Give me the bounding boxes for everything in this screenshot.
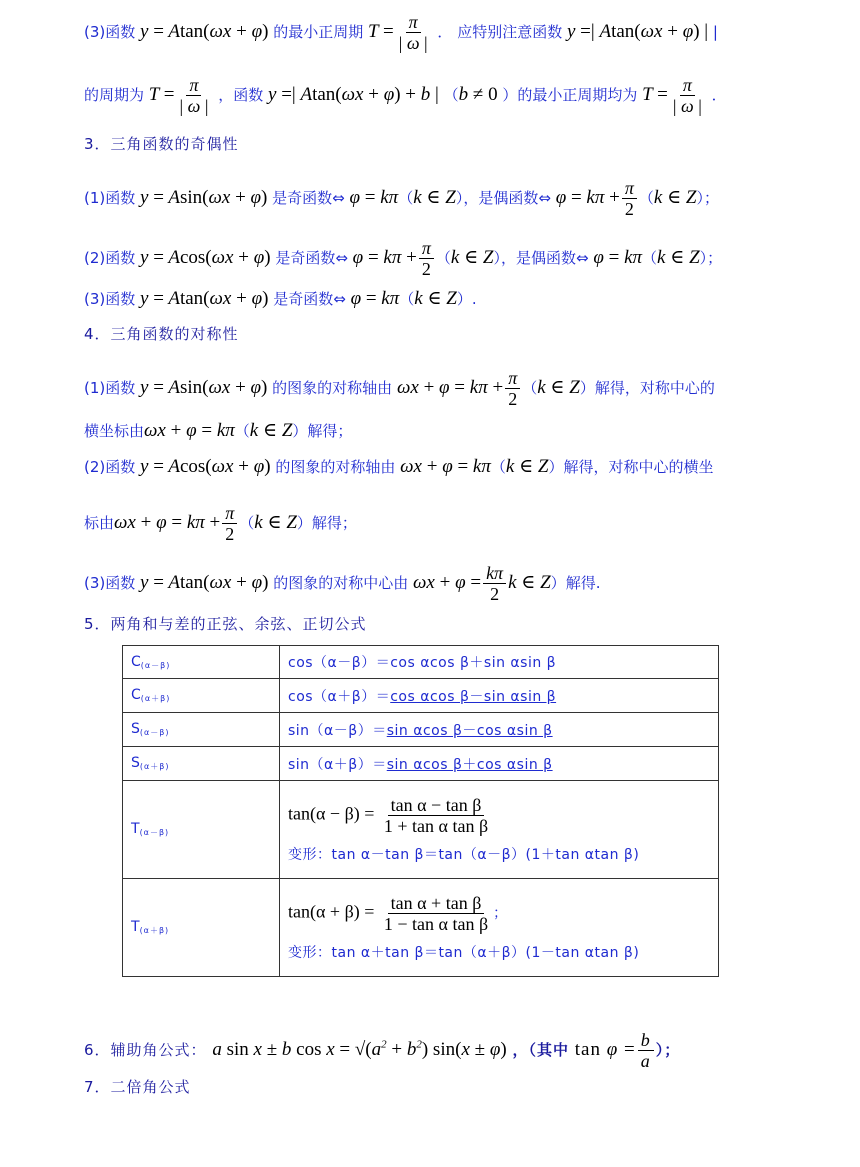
parity-tan: (3)函数 y = Atan(ωx + φ) 是奇函数⇔ φ = kπ（k ∈ Z）. <box>84 288 477 309</box>
symmetry-sin-cont: 横坐标由ωx + φ = kπ（k ∈ Z）解得； <box>84 420 353 441</box>
section-7-heading: 7．二倍角公式 <box>84 1078 191 1096</box>
parity-cos: (2)函数 y = Acos(ωx + φ) 是奇函数⇔ φ = kπ + $\frac{\pi}{2}$ （k ∈ Z），是偶函数⇔ φ = kπ（k ∈ Z）； <box>84 238 723 279</box>
parity-sin: (1)函数 y = Asin(ωx + φ) 是奇函数⇔ φ = kπ（k ∈ Z），是偶函数⇔ φ = kπ + $\frac{\pi}{2}$ （k ∈ Z）； <box>84 178 719 219</box>
math-expr: y = Atan(ωx + φ) <box>140 21 269 42</box>
period-tan-line-2: 的周期为 T = $\frac{\pi}{| \omega |}$ ，函数 y =| Atan(ωx + φ) + b | （b ≠ 0 ）的最小正周期均为 T = $\frac{\pi}{| \omega |}$ ． <box>84 75 727 116</box>
table-row: $S_{(\alpha+\beta)}$ sin（α＋β）＝sin αcos β＋cos αsin β <box>123 747 719 781</box>
fraction: $\frac{\pi}{| \omega |}$ <box>398 12 428 53</box>
symmetry-sin: (1)函数 y = Asin(ωx + φ) 的图象的对称轴由 ωx + φ = kπ + $\frac{\pi}{2}$ （k ∈ Z）解得，对称中心的 <box>84 368 715 409</box>
period-tan-line-1: (3)函数 y = Atan(ωx + φ) 的最小正周期 T = $\frac{\pi}{| \omega |}$ ． 应特别注意函数 y =| Atan(ωx + φ) | | <box>84 12 718 53</box>
table-row: $C_{(\alpha-\beta)}$ cos（α－β）＝cos αcos β＋sin αsin β <box>123 646 719 679</box>
symmetry-cos-cont: 标由ωx + φ = kπ + $\frac{\pi}{2}$ （k ∈ Z）解得； <box>84 503 357 544</box>
sum-difference-table <box>122 645 719 977</box>
table-row: $S_{(\alpha-\beta)}$ sin（α－β）＝sin αcos β－cos αsin β <box>123 713 719 747</box>
table-row: $T_{(\alpha+\beta)}$ tan(α + β) = $\frac{\text{tan α + tan β}}{\text{1 − tan α tan β}}$ ； 变形：tan α＋tan β＝tan（α＋β）(1－tan αtan β) <box>123 879 719 977</box>
table-row: $T_{(\alpha-\beta)}$ tan(α − β) = $\frac{\text{tan α − tan β}}{\text{1 + tan α tan β}}$ 变形：tan α－tan β＝tan（α－β）(1＋tan αtan β) <box>123 781 719 879</box>
symmetry-cos: (2)函数 y = Acos(ωx + φ) 的图象的对称轴由 ωx + φ = kπ（k ∈ Z）解得，对称中心的横坐 <box>84 456 714 477</box>
section-5-heading: 5．两角和与差的正弦、余弦、正切公式 <box>84 615 367 633</box>
table-row: $C_{(\alpha+\beta)}$ cos（α＋β）＝cos αcos β－sin αsin β <box>123 679 719 713</box>
section-4-heading: 4．三角函数的对称性 <box>84 325 239 343</box>
section-6-heading: 6．辅助角公式： a sin x ± b $\cos x = √(a^2 + b^2) \sin(x \pm \varphi)$ ，（其中 tan φ = $\frac{b}{a}$ ）； <box>84 1030 681 1071</box>
symmetry-tan: (3)函数 y = Atan(ωx + φ) 的图象的对称中心由 ωx + φ = $\frac{k\pi}{2}$ k ∈ Z）解得. <box>84 563 601 604</box>
section-3-heading: 3．三角函数的奇偶性 <box>84 135 239 153</box>
